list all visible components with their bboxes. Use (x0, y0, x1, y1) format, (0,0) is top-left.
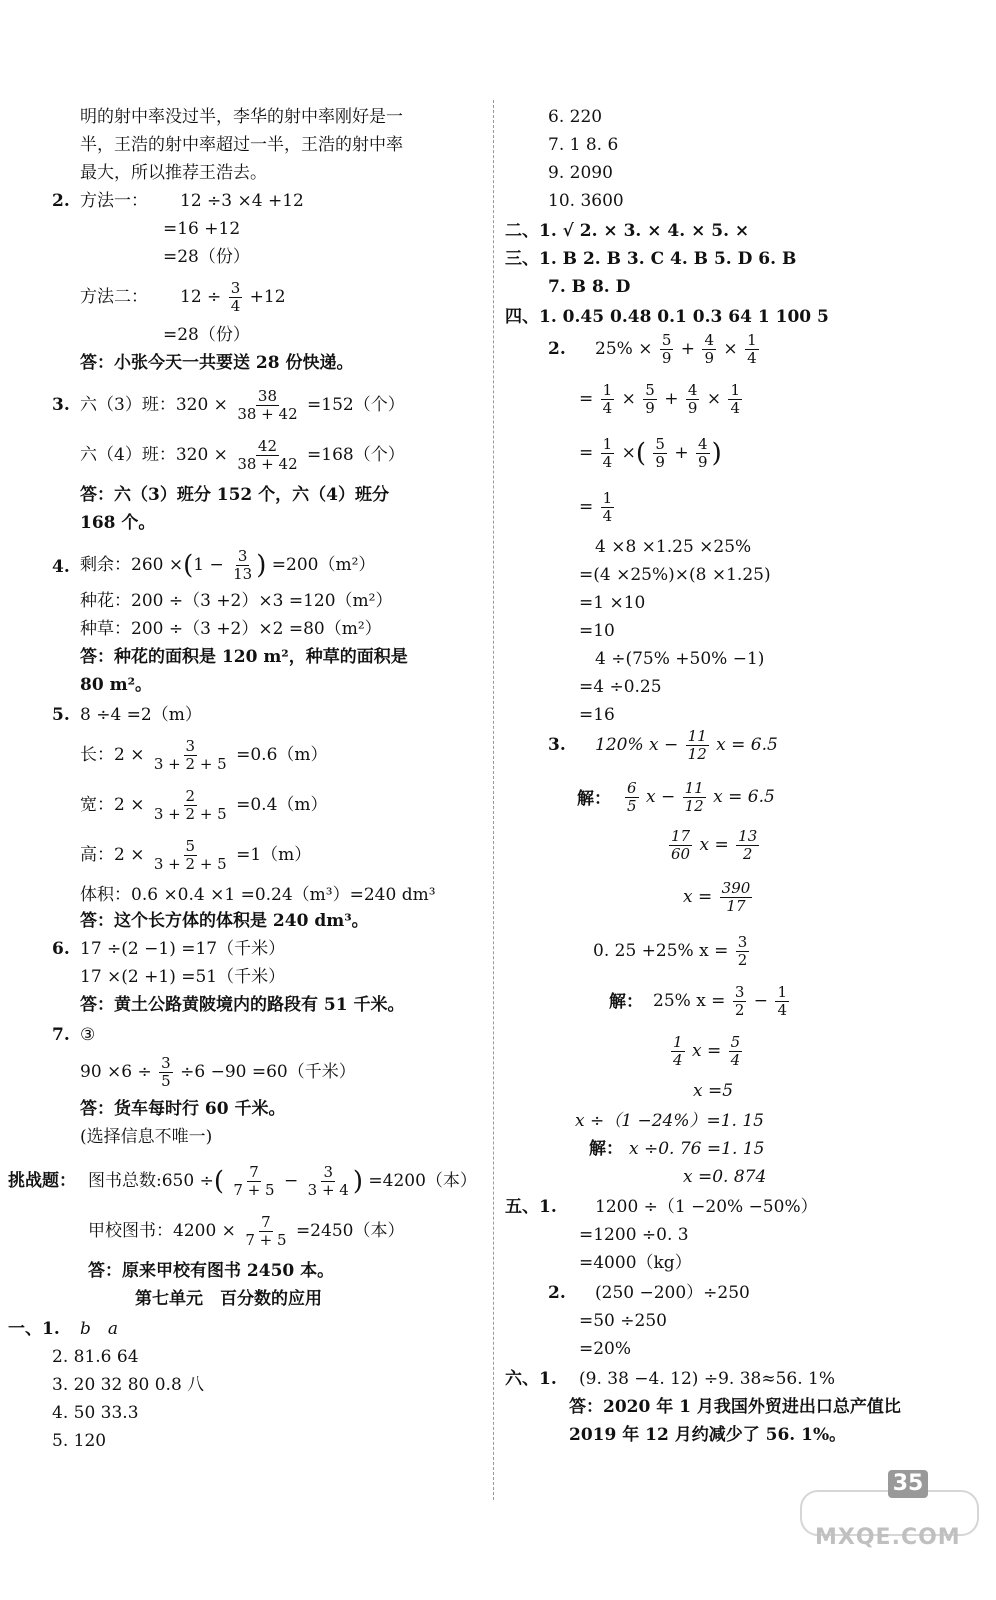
fraction: $\frac{5}{3 + 2 + 5}$ (153, 837, 227, 873)
fraction: $\frac{3}{2}$ (737, 933, 748, 969)
choice-mark: ③ (80, 1025, 96, 1045)
equation: = $\frac{1}{4}$ × $\frac{5}{9}$ + $\frac{4}{9}$ × $\frac{1}{4}$ (579, 381, 741, 417)
section-line: 三、1. B 2. B 3. C 4. B 5. D 6. B (505, 249, 797, 269)
answer: 答：2020 年 1 月我国外贸进出口总产值比 (569, 1397, 901, 1417)
answer-line: 3. 20 32 80 0.8 八 (52, 1375, 205, 1395)
page-number: 35 (888, 1470, 928, 1498)
question-number: 2. (548, 339, 566, 359)
fraction: $\frac{1}{4}$ (602, 489, 613, 525)
method-label: 方法二： (80, 287, 148, 307)
section-line: 四、1. 0.45 0.48 0.1 0.3 64 1 100 5 (505, 307, 829, 327)
fraction: $\frac{3}{5}$ (161, 1054, 171, 1090)
answer: 答：原来甲校有图书 2450 本。 (88, 1261, 335, 1281)
fraction: $\frac{1}{4}$ (673, 1033, 683, 1069)
answer-line: 2. 81.6 64 (52, 1347, 139, 1367)
equation: x ÷0. 76 =1. 15 (629, 1139, 765, 1159)
answer: 168 个。 (80, 513, 156, 533)
fraction: $\frac{38}{38 + 42}$ (237, 387, 298, 423)
solve-label: 解： (577, 789, 611, 809)
fraction: $\frac{4}{9}$ (687, 381, 698, 417)
question-number: 2. (548, 1283, 566, 1303)
text-line: 最大，所以推荐王浩去。 (80, 163, 267, 183)
solve-label: 解： (589, 1139, 623, 1159)
text-line: 半，王浩的射中率超过一半，王浩的射中率 (80, 135, 403, 155)
equation: 图书总数:650 ÷( $\frac{7}{7 + 5}$ − $\frac{3}{3 + 4}$ ) =4200（本） (88, 1163, 477, 1199)
answer-line: 6. 220 (548, 107, 603, 127)
equation: =28（份） (163, 247, 250, 267)
fraction: $\frac{4}{9}$ (704, 331, 714, 367)
question-number: 4. (52, 557, 70, 577)
method-label: 方法一： (80, 191, 148, 211)
equation: =10 (579, 621, 615, 641)
equation: x ÷（1 −24%）=1. 15 (575, 1111, 764, 1131)
fraction: $\frac{7}{7 + 5}$ (245, 1213, 287, 1249)
answer-line: 4. 50 33.3 (52, 1403, 139, 1423)
column-divider (493, 100, 494, 1500)
equation: 种花：200 ÷（3 +2）×3 =120（m²） (80, 591, 393, 611)
equation: 0. 25 +25% x = $\frac{3}{2}$ (593, 933, 748, 969)
fraction: $\frac{1}{4}$ (730, 381, 741, 417)
equation: =(4 ×25%)×(8 ×1.25) (579, 565, 771, 585)
equation: 8 ÷4 =2（m） (80, 705, 202, 725)
equation: 六（4）班：320 × $\frac{42}{38 + 42}$ =168（个） (80, 437, 405, 473)
equation: x = $\frac{390}{17}$ (683, 879, 751, 915)
answer-line: b a (80, 1319, 119, 1339)
answer-line: 9. 2090 (548, 163, 613, 183)
equation: 宽：2 × $\frac{2}{3 + 2 + 5}$ =0.4（m） (80, 787, 328, 823)
text-line: 明的射中率没过半，李华的射中率刚好是一 (80, 107, 403, 127)
answer-line: 10. 3600 (548, 191, 624, 211)
fraction: $\frac{11}{12}$ (687, 727, 707, 763)
equation: 剩余：260 ×(1 − $\frac{3}{13}$ ) =200（m²） (80, 547, 376, 583)
equation: 六（3）班：320 × $\frac{38}{38 + 42}$ =152（个） (80, 387, 405, 423)
equation: =4 ÷0.25 (579, 677, 662, 697)
fraction: $\frac{4}{9}$ (698, 435, 708, 471)
equation: x =0. 874 (683, 1167, 767, 1187)
equation: = $\frac{1}{4}$ ×( $\frac{5}{9}$ + $\frac{4}{9}$ ) (579, 435, 722, 471)
fraction: $\frac{6}{5}$ (627, 779, 637, 815)
answer: 答：货车每时行 60 千米。 (80, 1099, 286, 1119)
answer: 答：小张今天一共要送 28 份快递。 (80, 353, 354, 373)
fraction: $\frac{3}{4}$ (230, 279, 241, 315)
question-number: 2. (52, 191, 70, 211)
fraction: $\frac{3}{3 + 4}$ (307, 1163, 349, 1199)
answer: 80 m²。 (80, 675, 153, 695)
equation: (250 −200）÷250 (595, 1283, 750, 1303)
fraction: $\frac{11}{12}$ (684, 779, 704, 815)
fraction: $\frac{5}{4}$ (730, 1033, 741, 1069)
section-label: 一、1. (8, 1319, 60, 1339)
fraction: $\frac{3}{3 + 2 + 5}$ (153, 737, 227, 773)
answer: 答：种花的面积是 120 m²，种草的面积是 (80, 647, 408, 667)
answer-line: 7. B 8. D (548, 277, 631, 297)
section-label: 六、1. (505, 1369, 557, 1389)
equation: =4000（kg） (579, 1253, 692, 1273)
equation: (9. 38 −4. 12) ÷9. 38≈56. 1% (579, 1369, 835, 1389)
equation: =1200 ÷0. 3 (579, 1225, 689, 1245)
equation: 甲校图书：4200 × $\frac{7}{7 + 5}$ =2450（本） (88, 1213, 405, 1249)
equation: =28（份） (163, 325, 250, 345)
equation: 25% x = $\frac{3}{2}$ − $\frac{1}{4}$ (653, 983, 787, 1019)
fraction: $\frac{5}{9}$ (645, 381, 655, 417)
question-number: 3. (548, 735, 566, 755)
equation: 120% x − $\frac{11}{12}$ x = 6.5 (595, 727, 778, 763)
answer: 答：这个长方体的体积是 240 dm³。 (80, 911, 369, 931)
answer-line: 5. 120 (52, 1431, 107, 1451)
equation: 4 ×8 ×1.25 ×25% (595, 537, 752, 557)
equation: $\frac{6}{5}$ x − $\frac{11}{12}$ x = 6.5 (627, 779, 775, 815)
equation: 12 ÷ $\frac{3}{4}$ +12 (180, 279, 286, 315)
equation: 1200 ÷（1 −20% −50%） (595, 1197, 818, 1217)
question-number: 3. (52, 395, 70, 415)
fraction: $\frac{2}{3 + 2 + 5}$ (153, 787, 227, 823)
equation: =50 ÷250 (579, 1311, 667, 1331)
fraction: $\frac{1}{4}$ (777, 983, 787, 1019)
fraction: $\frac{5}{9}$ (661, 331, 672, 367)
answer-line: 7. 1 8. 6 (548, 135, 619, 155)
question-number: 5. (52, 705, 70, 725)
equation: 12 ÷3 ×4 +12 (180, 191, 304, 211)
fraction: $\frac{5}{9}$ (655, 435, 665, 471)
equation: 4 ÷(75% +50% −1) (595, 649, 765, 669)
fraction: $\frac{7}{7 + 5}$ (233, 1163, 275, 1199)
fraction: $\frac{3}{13}$ (233, 547, 253, 583)
equation: = $\frac{1}{4}$ (579, 489, 613, 525)
equation: x =5 (693, 1081, 734, 1101)
equation: =16 (579, 705, 615, 725)
fraction: $\frac{42}{38 + 42}$ (237, 437, 298, 473)
equation: $\frac{1}{4}$ x = $\frac{5}{4}$ (673, 1033, 741, 1069)
equation: $\frac{17}{60}$ x = $\frac{13}{2}$ (671, 827, 758, 863)
fraction: $\frac{17}{60}$ (671, 827, 691, 863)
equation: 长：2 × $\frac{3}{3 + 2 + 5}$ =0.6（m） (80, 737, 328, 773)
equation: 17 ÷(2 −1) =17（千米） (80, 939, 286, 959)
equation: 17 ×(2 +1) =51（千米） (80, 967, 286, 987)
answer: 2019 年 12 月约减少了 56. 1%。 (569, 1425, 847, 1445)
equation: 体积：0.6 ×0.4 ×1 =0.24（m³）=240 dm³ (80, 885, 436, 905)
solve-label: 解： (609, 992, 643, 1012)
challenge-label: 挑战题： (8, 1171, 76, 1191)
fraction: $\frac{1}{4}$ (602, 381, 613, 417)
watermark-text: MXQE.COM (815, 1525, 961, 1550)
fraction: $\frac{3}{2}$ (734, 983, 745, 1019)
equation: 高：2 × $\frac{5}{3 + 2 + 5}$ =1（m） (80, 837, 312, 873)
question-number: 7. (52, 1025, 70, 1045)
fraction: $\frac{1}{4}$ (602, 435, 613, 471)
equation: 种草：200 ÷（3 +2）×2 =80（m²） (80, 619, 382, 639)
answer: 答：黄土公路黄陂境内的路段有 51 千米。 (80, 995, 405, 1015)
fraction: $\frac{390}{17}$ (721, 879, 751, 915)
section-line: 二、1. √ 2. × 3. × 4. × 5. × (505, 221, 750, 241)
unit-title: 第七单元 百分数的应用 (135, 1289, 322, 1309)
fraction: $\frac{13}{2}$ (738, 827, 758, 863)
equation: =20% (579, 1339, 632, 1359)
equation: =1 ×10 (579, 593, 646, 613)
equation: =16 +12 (163, 219, 241, 239)
equation: 90 ×6 ÷ $\frac{3}{5}$ ÷6 −90 =60（千米） (80, 1054, 356, 1090)
fraction: $\frac{1}{4}$ (747, 331, 757, 367)
note: (选择信息不唯一) (80, 1127, 213, 1147)
equation: 25% × $\frac{5}{9}$ + $\frac{4}{9}$ × $\frac{1}{4}$ (595, 331, 757, 367)
answer: 答：六（3）班分 152 个，六（4）班分 (80, 485, 389, 505)
question-number: 6. (52, 939, 70, 959)
section-label: 五、1. (505, 1197, 557, 1217)
